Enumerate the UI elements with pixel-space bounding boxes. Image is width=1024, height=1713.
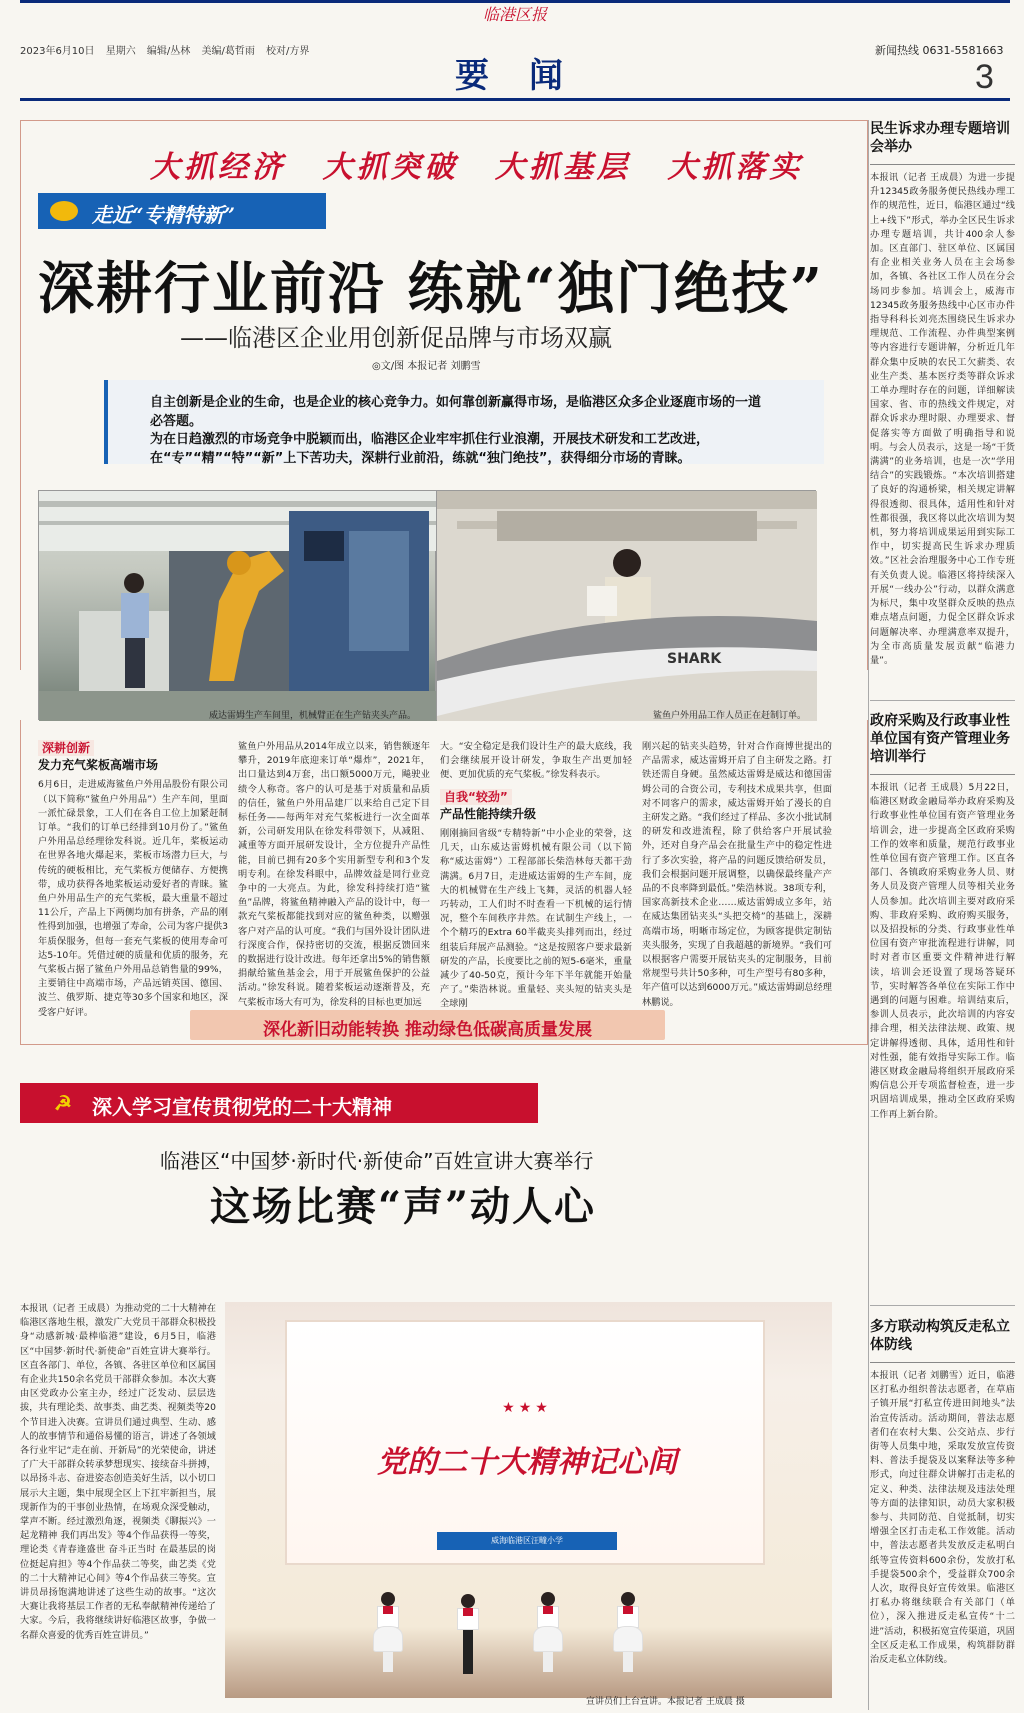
- lead-subhead: ——临港区企业用创新促品牌与市场双赢: [180, 324, 612, 352]
- issue-date: 2023年6月10日: [20, 46, 95, 57]
- lead-col1-text: 6月6日，走进威海鲨鱼户外用品股份有限公司（以下简称“鲨鱼户外用品”）生产车间，里面一派忙碌景象，工人们在各自工位上加紧赶制订单。“我们的订单已经排到10月份了。”鲨鱼户外用品总经理徐发科说。近几年，桨板运动在世界各地火爆起来，桨板市场潜力巨大，与传统的硬板相比，充气桨板方便储存、方便携带，成功获得各地桨板运动爱好者的青睐。鲨鱼户外用品生产的充气桨板，最大重量不超过11公斤，产品上下两侧均加有拼条，产品的刚性得到加强，也增强了寿命，公司为客户提供3年质保服务，但每一套充气桨板的使用寿命可达5-10年。凭借过硬的质量和优质的服务，充气桨板占据了鲨鱼户外用品总销售量的99%，主要销往中高端市场，产品远销英国、德国、波兰、俄罗斯、捷克等30多个国家和地区，深受客户好评。: [38, 779, 228, 1018]
- lead-column-3: [440, 740, 632, 1010]
- second-subhead: 临港区“中国梦·新时代·新使命”百姓宣讲大赛举行: [160, 1149, 594, 1173]
- factory-robot-illustration: [39, 491, 437, 721]
- stage-photo-caption: 宣讲员们上台宣讲。本报记者 王成晨 摄: [586, 1697, 745, 1707]
- performer-figure: [535, 1592, 561, 1672]
- intro-paragraph-2: 为在日趋激烈的市场竞争中脱颖而出，临港区企业牢牢抓住行业浪潮，开展技术研发和工艺改进，在“专”“精”“特”“新”上下苦功夫，深耕行业前沿，练就“独门绝技”，获得细分市场的青睐。: [150, 432, 710, 466]
- issue-weekday: 星期六: [105, 46, 136, 57]
- intro-paragraph-1: 自主创新是企业的生命，也是企业的核心竞争力。如何靠创新赢得市场，是临港区众多企业逐鹿市场的一道必答题。: [150, 395, 762, 429]
- sup-board-photo[interactable]: [436, 490, 816, 720]
- slogan-1: 大抓经济: [150, 150, 286, 185]
- stage-screen: [285, 1320, 765, 1565]
- stars-decoration: ★★★: [502, 1400, 552, 1416]
- performer-figure: [455, 1594, 481, 1674]
- section1-tag: 深耕创新: [38, 740, 94, 756]
- photo2-caption: 鲨鱼户外用品工作人员正在赶制订单。: [652, 711, 806, 721]
- section2-tag: 自我“较劲”: [440, 789, 512, 805]
- sidebar-story1-title[interactable]: 民生诉求办理专题培训会举办: [870, 121, 1010, 155]
- slogan-2: 大抓突破: [322, 150, 459, 185]
- slogan-3: 大抓基层: [494, 150, 631, 185]
- lead-col3b-text: 刚刚摘回省级“专精特新”中小企业的荣誉，这几天，山东威达雷姆机械有限公司（以下简称“威达雷姆”）工程部部长柴浩林每天都干劲满满。6月7日，走进威达雷姆的生产车间，庞大的机械臂在生产线上飞舞，灵活的机器人轻巧转动，工人们时不时查看一下机械的运行情况，整个车间秩序井然。在试制生产线上，一个个精巧的Extra 60半截夹头排列而出，经过组装后拜展产品测验。“这是按照客户要求最新研发的产品，长度要比之前的短5-6毫米，重量减少了40-50克，预计今年下半年就能开始量产了。”柴浩林说。重量轻、夹头短的钻夹头是全球刚: [440, 828, 632, 1010]
- sidebar-story2-body: 本报讯（记者 王成晨）5月22日，临港区财政金融局举办政府采购及行政事业性单位国有资产管理业务培训会，进一步提高全区政府采购工作的效率和质量，规范行政事业性单位国有资产管理工作。区直各部门、各镇政府采购业务人员、财务人员及资产管理人员等相关业务人员参加。此次培训主要对政府采购、非政府采购、政府购买服务，以及招投标的分类、行政事业性单位国有资产审批流程进行讲解，同时对者市区重要文件精神进行解读，培训会还设置了现场答疑环节，实时解答各单位在实际工作中遇到的问题与困难。培训结束后，参训人员表示，此次培训的内容安排合理，相关法律法规、政策、规定讲解得透彻、具体，适用性和针对性强，能有效指导实际工作。临港区财政金融局将组织开展政府采购信息公开专项监督检查，进一步巩固培训成果，推动全区政府采购工作再上新台阶。: [870, 782, 1015, 1120]
- school-label: 威海临港区汪疃小学: [437, 1532, 617, 1550]
- party-emblem-icon: ☭: [54, 1091, 72, 1115]
- sidebar: [870, 120, 1015, 676]
- sidebar-story3-body: 本报讯（记者 刘鹏雪）近日，临港区打私办组织普法志愿者，在草庙子镇开展“打私宣传进田间地头”法治宣传活动。活动期间，普法志愿者们在农村大集、公交站点、步行街等人员集中地，采取发放宣传资料、普法手提袋及以案释法等多种形式，向过往群众讲解打击走私的定义、种类、法律法规及违法处理等方面的法律知识，动员大家积极参与、共同防范、自觉抵制，切实增强全区打击走私工作效能。活动中，普法志愿者共发放反走私明白纸等宣传资料600余份，发放打私手提袋500余个，受益群众700余人次，取得良好宣传效果。临港区打私办将继续联合有关部门（单位），深入推进反走私宣传“十二进”活动，积极拓宽宣传渠道，巩固全区反走私工作成果，构筑群防群治反走私立体防线。: [870, 1370, 1015, 1666]
- second-body: [20, 1302, 216, 1706]
- issue-info: [20, 42, 317, 57]
- sup-board-illustration: [437, 491, 817, 721]
- sidebar-rule-2: [870, 1305, 1015, 1306]
- lead-column-4: [642, 740, 832, 1008]
- photo1-caption: 威达雷姆生产车间里，机械臂正在生产钻夹头产品。: [208, 711, 416, 721]
- party-banner-text: 深入学习宣传贯彻党的二十大精神: [92, 1095, 392, 1119]
- performer-figure: [375, 1592, 401, 1672]
- lead-column-2: [238, 740, 430, 1008]
- header-rule: [20, 98, 1010, 101]
- column-kicker: 走近“专精特新”: [38, 193, 326, 229]
- sidebar-story3-title[interactable]: 多方联动构筑反走私立体防线: [870, 1319, 1010, 1353]
- stage-photo[interactable]: [225, 1302, 832, 1698]
- party-banner: [20, 1083, 538, 1123]
- slogan-line: [150, 142, 825, 186]
- lead-headline[interactable]: 深耕行业前沿 练就“独门绝技”: [38, 256, 824, 322]
- lead-byline: ◎文/图 本报记者 刘鹏雪: [372, 361, 481, 372]
- lead-col3a-text: 大。“安全稳定是我们设计生产的最大底线，我们会继续展开设计研发，争取生产出更加轻便、更加优质的充气桨板。”徐发科表示。: [440, 741, 632, 781]
- sidebar-story2: [870, 712, 1015, 1281]
- performer-figure: [615, 1592, 641, 1672]
- sidebar-story2-title[interactable]: 政府采购及行政事业性单位国有资产管理业务培训举行: [870, 713, 1010, 765]
- sidebar-rule-1: [870, 700, 1015, 701]
- editor-credit: 编辑/丛林: [146, 46, 191, 57]
- board-brand-text: SHARK: [667, 651, 722, 667]
- section-title: 要闻: [455, 56, 603, 96]
- news-hotline: 新闻热线 0631-5581663: [875, 44, 1004, 57]
- lead-col2-text: 鲨鱼户外用品从2014年成立以来，销售额逐年攀升，2019年底迎来订单“爆炸”，2021年，出口量达到4万套，出口额5000万元，飚驶业绩令人称奇。客户的认可是基于对质量和品质的信任，鲨鱼户外用品建厂以来给自己定下目标任务——每两年对充气桨板进行一次全面革新，公司研发用队在徐发科带领下，从减阻、减重等方面开展研发设计，全方位提升产品性能，目前已拥有20多个实用新型专利和3个发明专利。在徐发科眼中，品牌效益是同行业竞争中的一大亮点。为此，徐发科持续打造“鲨鱼”品牌，将鲨鱼精神融入产品的设计中，每一款充气桨板都能找到对应的鲨鱼种类，以赠强客户对产品的认可度。“我们与国外设计团队进行深度合作，保持密切的交流，根据反馈回来的数据进行设计改进。每年还拿出5%的销售额捐献给鲨鱼基金会，用于开展鲨鱼保护的公益活动。”徐发科说。随着桨板运动逐渐普及，充气桨板市场大有可为，徐发科的目标也更加远: [238, 741, 430, 1008]
- section1-title: 发力充气桨板高端市场: [38, 758, 159, 773]
- factory-robot-photo[interactable]: [38, 490, 436, 720]
- proofreader-credit: 校对/方界: [266, 46, 310, 57]
- sidebar-story3: [870, 1318, 1015, 1709]
- second-body-text: 本报讯（记者 王成晨）为推动党的二十大精神在临港区落地生根，激发广大党员干部群众积极投身“动感新城·最棒临港”建设，6月5日，临港区“中国梦·新时代·新使命”百姓宣讲大赛举行。区直各部门、单位，各镇、各驻区单位和区属国有企业共150余名党员干部群众参加。本次大赛由区党政办公室主办，经过广泛发动、层层选拔，共有理论类、故事类、曲艺类、视频类等20个节目进入决赛。宣讲员们通过典型、生动、感人的故事情节和通俗易懂的语言，讲述了各领域各行业牢记“走在前、开新局”的光荣使命，讲述了广大干部群众转承梦想现实、接续奋斗拼搏，以昂扬斗志、奋进姿态创造美好生活，以小切口展示大主题，集中展现全区上下扛牢新担当，展现新作为的干事创业热情，在场观众深受触动，掌声不断。经过激烈角逐，视频类《聊振兴》一起龙精神 我们再出发》等4个作品获得一等奖，理论类《青春逢盛世 奋斗正当时 在最基层的岗位挺起肩担》等4个作品获二等奖，曲艺类《党的二十大精神记心间》等4个作品获三等奖。宣讲员昂扬饱满地讲述了这些生动的故事。“这次大赛让我将基层工作者的无私奉献精神传递给了大家。今后，我将继续讲好临港区故事，争做一名群众喜爱的优秀百姓宣讲员。”: [20, 1303, 216, 1641]
- lead-col4-text: 刚兴起的钻夹头趋势，针对合作商博世提出的产品需求，威达雷姆开启了自主研发之路。打铁还需自身硬。虽然威达雷姆是威达和德国雷姆公司的合资公司，专利技术成果共享，但面对不同客户的需求，威达雷姆开始了漫长的自主研发之路。“我们经过了样品、多次小批试制的研发和改进流程，除了供给客户开展试验外，还对自身产品会在批量生产中的稳定性进行了多次实验，将产品的问题反馈给研发员，我们会根据问题开展调整，以确保最终量产产品的不良率降到最低。”柴浩林说。38项专利，国家高新技术企业……威达雷姆成立多年，站在威达集团钻夹头“头把交椅”的基础上，深耕高端市场，明晰市场定位，为顾客提供定制钻夹头服务，实现了自我超越的新境界。“我们可以根据客户需要开展钻夹头的定制服务，目前常规型号共计50多种，可生产型号有80多种，年产值可以达到6000万元。”威达雷姆副总经理林鹏说。: [642, 741, 832, 1008]
- slogan-4: 大抓落实: [667, 150, 804, 185]
- lead-column-1: [38, 740, 228, 1018]
- screen-slogan: 党的二十大精神记心间: [377, 1445, 677, 1480]
- page-number: 3: [975, 58, 994, 96]
- section2-title: 产品性能持续升级: [440, 806, 537, 821]
- masthead-logo: 临港区报: [482, 5, 547, 24]
- second-headline[interactable]: 这场比赛“声”动人心: [210, 1183, 597, 1230]
- designer-credit: 美编/葛哲雨: [201, 46, 255, 57]
- sidebar-story1-body: 本报讯（记者 王成晨）为进一步提升12345政务服务便民热线办理工作的规范性，近日，临港区通过“线上+线下”形式，举办全区民生诉求办理专题培训，共计400余人参加。区直部门、驻区单位、区属国有企业相关业务人员在主会场参加，各镇、各社区工作人员在分会场同步参加。培训会上，威海市12345政务服务热线中心区市办件指导科科长刘亮杰围绕民生诉求办理规范、工作流程、办件典型案例等内容进行专题讲解，分析近几年群众集中反映的农民工欠薪类、农业生产类、基本医疗类等群众诉求工单办理时存在的问题，详细解读国家、省、市的热线文件规定，对群众诉求办理时限、办理要求、督促落实等方面做了明确指导和说明。与会人员表示，这是一场“干货满满”的业务培训，也是一次“学用结合”的实践锻炼。“本次培训搭建了良好的沟通桥梁，相关规定讲解得很透彻、很具体，适用性和针对性都很强，我区将以此次培训为契机，努力将培训成果运用到实际工作中，切实提高民生诉求办理质效。”区社会治理服务中心工作专班有关负责人说。临港区将持续深入开展“一线办公”行动，以群众满意为标尺，集中攻坚群众反映的热点难点堵点问题，力促全区群众诉求问题解决率、办理满意率双提升，为全市高质量发展贡献“临港力量”。: [870, 172, 1015, 666]
- sidebar-divider: [868, 120, 869, 1710]
- policy-banner: 深化新旧动能转换 推动绿色低碳高质量发展: [190, 1010, 665, 1040]
